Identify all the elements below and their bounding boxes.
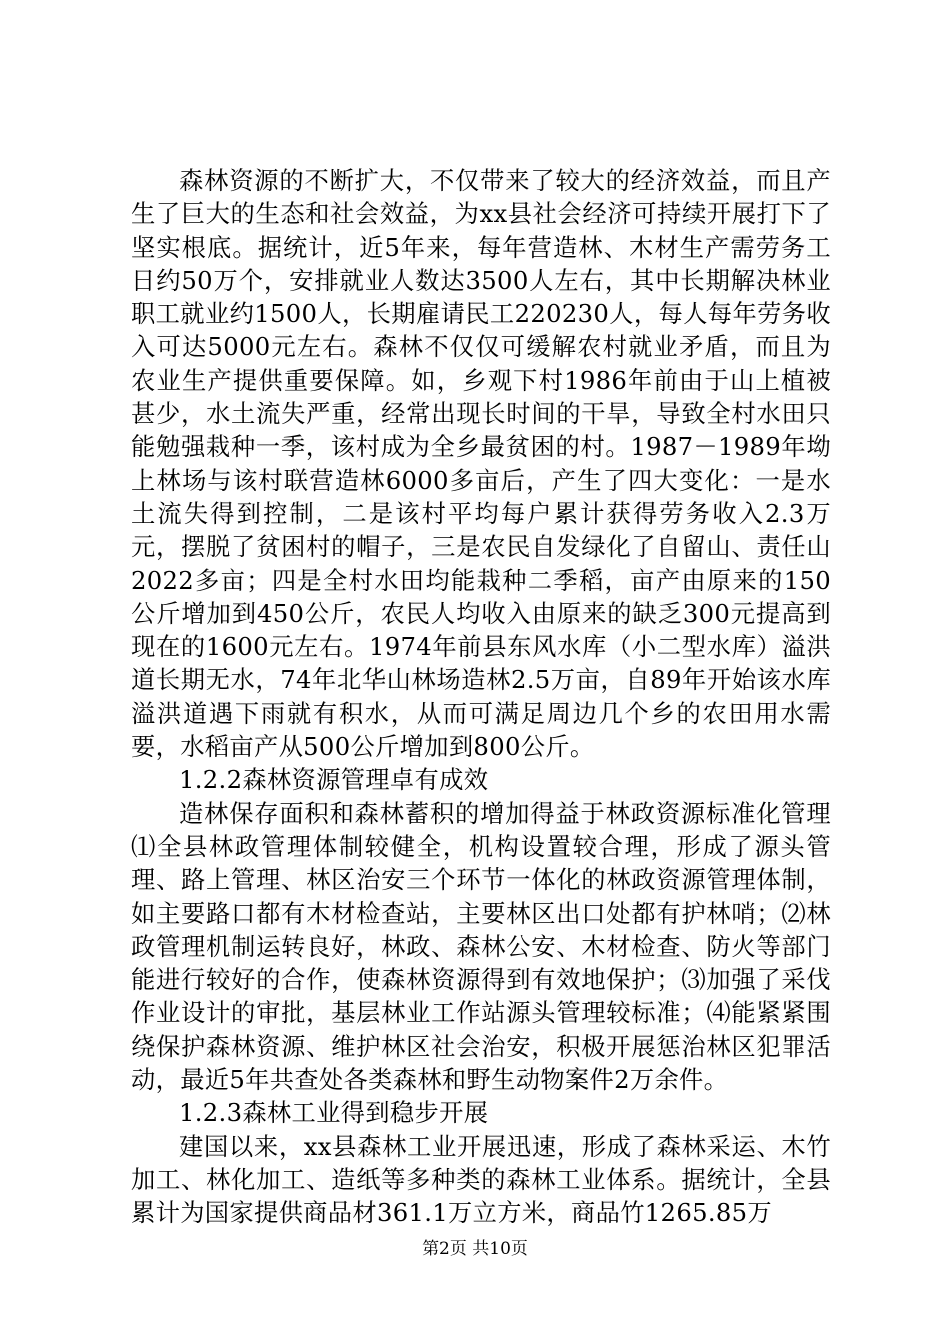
section-heading-1-2-2: 1.2.2森林资源管理卓有成效 [179,765,489,795]
page-footer: 第2页 共10页 [422,1239,528,1259]
paragraph-forest-industry: 建国以来，xx县森林工业开展迅速，形成了森林采运、木竹加工、林化加工、造纸等多种类的森林工业体系。据统计，全县累计为国家提供商品材361.1万立方米，商品竹1265.85万 [131,1131,831,1228]
paragraph-forest-management: 造林保存面积和森林蓄积的增加得益于林政资源标准化管理⑴全县林政管理体制较健全，机构设置较合理，形成了源头管理、路上管理、林区治安三个环节一体化的林政资源管理体制，如主要路口都有木材检查站，主要林区出口处都有护林哨；⑵林政管理机制运转良好，林政、森林公安、木材检查、防火等部门能进行较好的合作，使森林资源得到有效地保护；⑶加强了采伐作业设计的审批，基层林业工作站源头管理较标准；⑷能紧紧围绕保护森林资源、维护林区社会治安，积极开展惩治林区犯罪活动，最近5年共查处各类森林和野生动物案件2万余件。 [131,798,831,1095]
section-heading-1-2-3: 1.2.3森林工业得到稳步开展 [179,1098,489,1128]
paragraph-forest-benefits: 森林资源的不断扩大，不仅带来了较大的经济效益，而且产生了巨大的生态和社会效益，为xx县社会经济可持续开展打下了坚实根底。据统计，近5年来，每年营造林、木材生产需劳务工日约50万个，安排就业人数达3500人左右，其中长期解决林业职工就业约1500人，长期雇请民工220230人，每人每年劳务收入可达5000元左右。森林不仅仅可缓解农村就业矛盾，而且为农业生产提供重要保障。如，乡观下村1986年前由于山上植被甚少，水土流失严重，经常出现长时间的干旱，导致全村水田只能勉强栽种一季，该村成为全乡最贫困的村。1987－1989年坳上林场与该村联营造林6000多亩后，产生了四大变化：一是水土流失得到控制，二是该村平均每户累计获得劳务收入2.3万元，摆脱了贫困村的帽子，三是农民自发绿化了自留山、责任山2022多亩；四是全村水田均能栽种二季稻，亩产由原来的150公斤增加到450公斤，农民人均收入由原来的缺乏300元提高到现在的1600元左右。1974年前县东风水库（小二型水库）溢洪道长期无水，74年北华山林场造林2.5万亩，自89年开始该水库溢洪道遇下雨就有积水，从而可满足周边几个乡的农田用水需要，水稻亩产从500公斤增加到800公斤。 [131,166,831,762]
document-body [131,164,831,1230]
